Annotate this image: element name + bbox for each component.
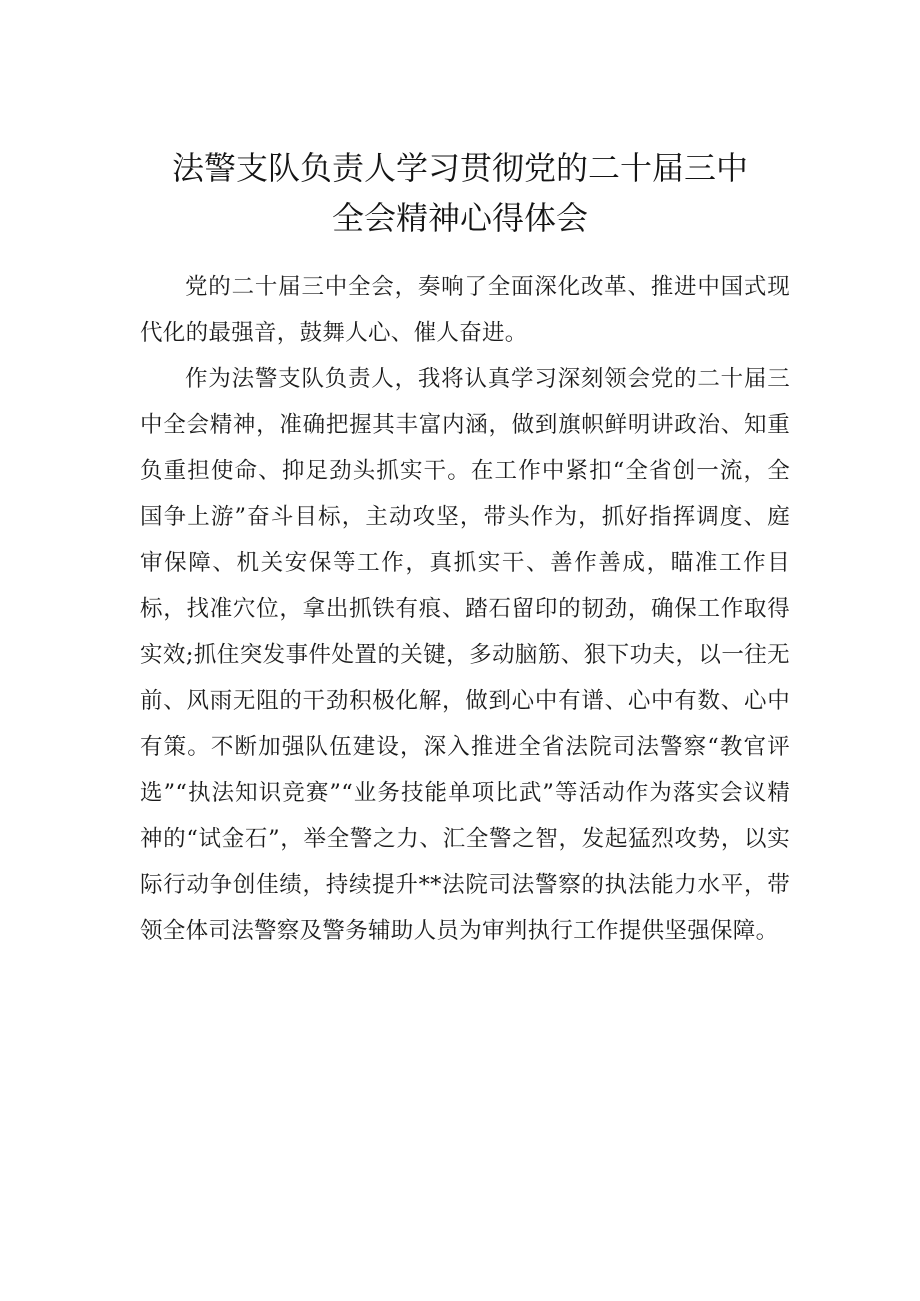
document-title-line-2: 全会精神心得体会	[331, 199, 588, 237]
paragraph-intro: 党的二十届三中全会，奏响了全面深化改革、推进中国式现代化的最强音，鼓舞人心、催人奋进。	[140, 274, 790, 346]
document-title-line-1: 法警支队负责人学习贯彻党的二十届三中	[171, 149, 748, 187]
paragraph-body: 作为法警支队负责人，我将认真学习深刻领会党的二十届三中全会精神，准确把握其丰富内涵，做到旗帜鲜明讲政治、知重负重担使命、抑足劲头抓实干。在工作中紧扣“全省创一流，全国争上游”奋斗目标，主动攻坚，带头作为，抓好指挥调度、庭审保障、机关安保等工作，真抓实干、善作善成，瞄准工作目标，找准穴位，拿出抓铁有痕、踏石留印的韧劲，确保工作取得实效;抓住突发事件处置的关键，多动脑筋、狠下功夫，以一往无前、风雨无阻的干劲积极化解，做到心中有谱、心中有数、心中有策。不断加强队伍建设，深入推进全省法院司法警察“教官评选”“执法知识竞赛”“业务技能单项比武”等活动作为落实会议精神的“试金石”，举全警之力、汇全警之智，发起猛烈攻势，以实际行动争创佳绩，持续提升**法院司法警察的执法能力水平，带领全体司法警察及警务辅助人员为审判执行工作提供坚强保障。	[140, 366, 790, 944]
